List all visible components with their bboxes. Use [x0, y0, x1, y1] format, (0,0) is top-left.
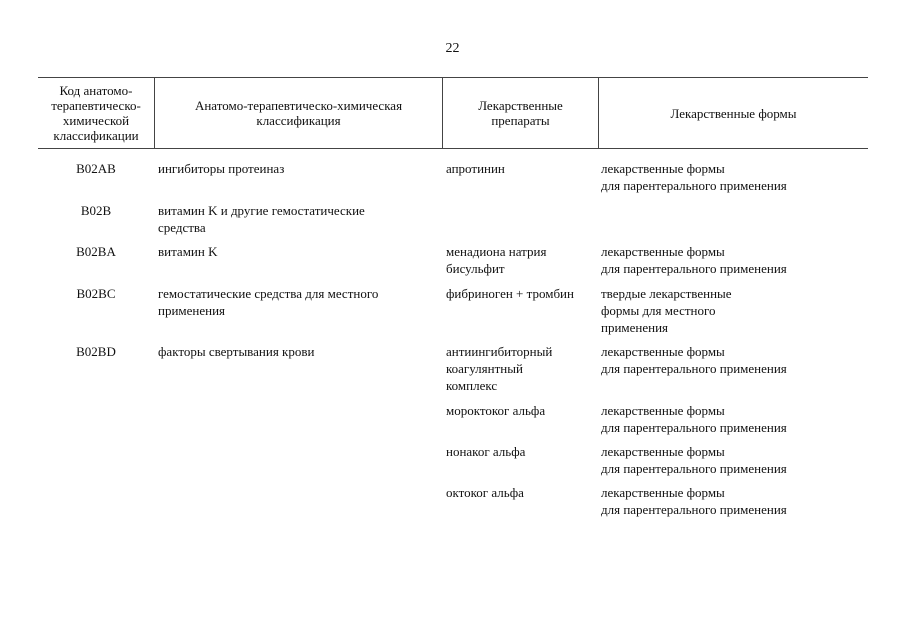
row-classification: гемостатические средства для местного применения — [158, 286, 379, 318]
row-medicine: фибриноген + тромбин — [446, 286, 574, 301]
row-medicine: нонаког альфа — [446, 444, 526, 459]
row-medicine: мороктоког альфа — [446, 403, 546, 418]
row-classification: ингибиторы протеиназ — [158, 161, 285, 176]
row-atc-code: B02BC — [76, 286, 116, 301]
row-classification: факторы свертывания крови — [158, 344, 315, 359]
row-medicine: апротинин — [446, 161, 505, 176]
row-classification: витамин K — [158, 244, 218, 259]
table-header-bottom-rule — [38, 148, 868, 149]
page-number: 22 — [445, 41, 460, 56]
row-dosage-form: твердые лекарственные формы для местного применения — [601, 286, 732, 335]
row-dosage-form: лекарственные формы для парентерального применения — [601, 444, 787, 476]
row-atc-code: B02BA — [76, 244, 116, 259]
header-atc-code: Код анатомо- терапевтическо- химической классификации — [51, 83, 141, 143]
row-medicine: октоког альфа — [446, 485, 524, 500]
row-dosage-form: лекарственные формы для парентерального применения — [601, 344, 787, 376]
header-atc-classification: Анатомо-терапевтическо-химическая классификация — [194, 98, 403, 128]
header-medicines: Лекарственные препараты — [478, 98, 563, 128]
row-atc-code: B02AB — [76, 161, 116, 176]
row-classification: витамин K и другие гемостатические средства — [158, 203, 365, 235]
row-dosage-form: лекарственные формы для парентерального применения — [601, 403, 787, 435]
row-dosage-form: лекарственные формы для парентерального применения — [601, 485, 787, 517]
row-atc-code: B02BD — [76, 344, 116, 359]
row-medicine: менадиона натрия бисульфит — [446, 244, 547, 276]
row-dosage-form: лекарственные формы для парентерального применения — [601, 244, 787, 276]
row-dosage-form: лекарственные формы для парентерального применения — [601, 161, 787, 193]
header-dosage-forms: Лекарственные формы — [670, 105, 797, 121]
row-atc-code: B02B — [80, 203, 112, 218]
row-medicine: антиингибиторный коагулянтный комплекс — [446, 344, 553, 393]
